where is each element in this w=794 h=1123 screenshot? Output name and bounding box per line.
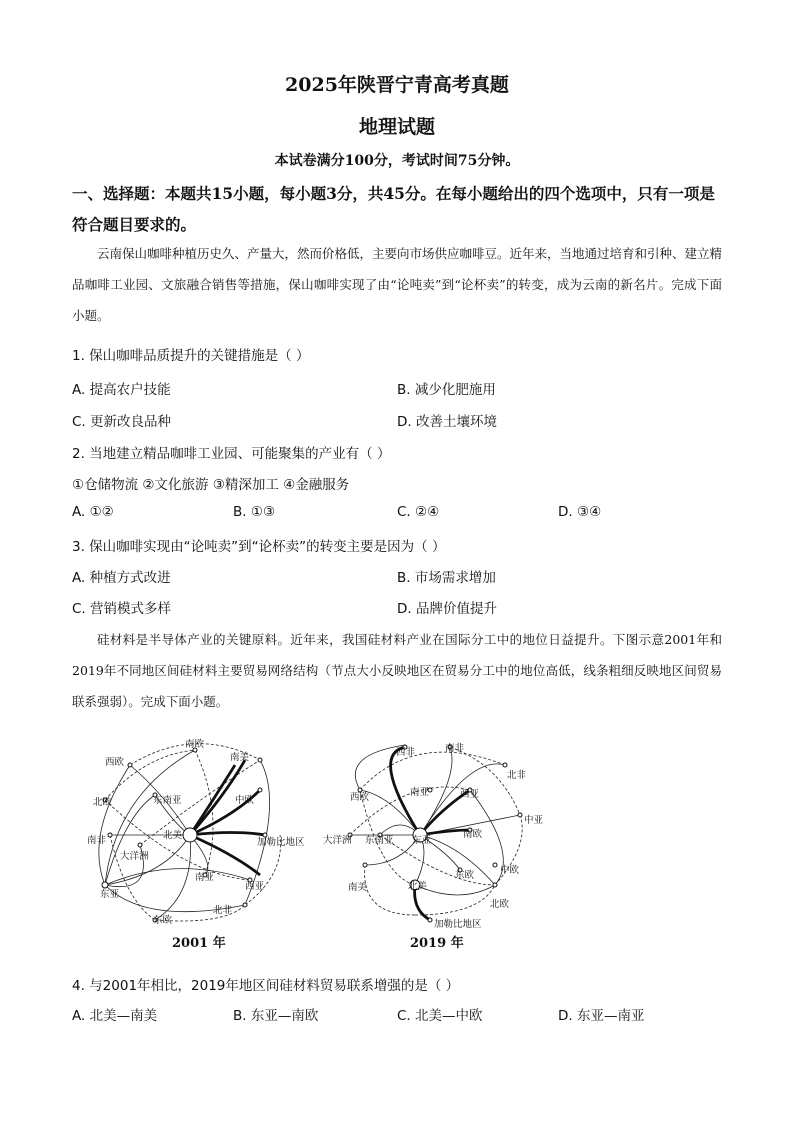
node-2019-central-asia: 中亚 <box>524 815 544 826</box>
q1-option-a[interactable]: A. 提高农户技能 <box>72 382 171 398</box>
node-2019-oceania: 大洋洲 <box>323 835 352 846</box>
node-2019-eastern-europe: 东欧 <box>455 870 475 881</box>
q1-option-d[interactable]: D. 改善土壤环境 <box>397 414 497 430</box>
q2-option-b[interactable]: B. ①③ <box>233 504 276 520</box>
node-2019-west-africa: 西非 <box>396 747 416 758</box>
section-heading: 一、选择题：本题共15小题，每小题3分，共45分。在每小题给出的四个选项中，只有一项是符合题目要求的。 <box>72 184 715 234</box>
node-2019-central-europe: 中欧 <box>500 865 520 876</box>
network-diagram-2019 <box>320 735 560 935</box>
node-2001-west-asia: 西亚 <box>245 881 265 892</box>
node-2019-northern-europe: 北欧 <box>490 899 510 910</box>
q3-option-c[interactable]: C. 营销模式多样 <box>72 601 172 617</box>
q4-option-b[interactable]: B. 东亚—南欧 <box>233 1008 319 1024</box>
question-1-stem: 1. 保山咖啡品质提升的关键措施是（ ） <box>72 348 310 364</box>
question-2-items: ①仓储物流 ②文化旅游 ③精深加工 ④金融服务 <box>72 477 350 493</box>
node-2001-southern-europe: 南欧 <box>185 739 205 750</box>
node-2019-southeast-asia: 东南亚 <box>365 835 394 846</box>
page-title: 2025年陕晋宁青高考真题 <box>285 74 509 96</box>
network-diagram-2001 <box>85 735 330 935</box>
node-2019-west-asia: 西亚 <box>460 789 480 800</box>
subject-title: 地理试题 <box>358 116 435 138</box>
node-2019-south-asia: 南亚 <box>410 787 430 798</box>
node-2001-southern-africa: 南非 <box>87 835 107 846</box>
node-2019-western-europe: 西欧 <box>350 792 370 803</box>
node-2019-south-america: 南美 <box>348 882 368 893</box>
q4-option-a[interactable]: A. 北美—南美 <box>72 1008 158 1024</box>
node-2019-caribbean: 加勒比地区 <box>434 919 482 930</box>
node-2001-south-asia: 南亚 <box>195 872 215 883</box>
node-2001-north-africa: 北非 <box>213 905 233 916</box>
q1-option-b[interactable]: B. 减少化肥施用 <box>397 382 496 398</box>
node-2019-north-africa: 北非 <box>507 770 527 781</box>
q2-option-a[interactable]: A. ①② <box>72 504 114 520</box>
node-2001-western-europe: 西欧 <box>105 757 125 768</box>
node-2001-south-america: 南美 <box>230 752 250 763</box>
q1-option-c[interactable]: C. 更新改良品种 <box>72 414 172 430</box>
q3-option-b[interactable]: B. 市场需求增加 <box>397 570 496 586</box>
figure-2019-caption: 2019 年 <box>410 936 464 951</box>
q4-option-c[interactable]: C. 北美—中欧 <box>397 1008 483 1024</box>
node-2019-east-asia: 东亚 <box>412 835 432 846</box>
node-2001-northern-europe: 北欧 <box>93 797 113 808</box>
node-2001-caribbean: 加勒比地区 <box>257 837 305 848</box>
node-2001-central-europe: 中欧 <box>235 795 255 806</box>
q3-option-a[interactable]: A. 种植方式改进 <box>72 570 171 586</box>
q2-option-d[interactable]: D. ③④ <box>558 504 602 520</box>
figure-2001-caption: 2001 年 <box>172 936 226 951</box>
node-2001-eastern-europe: 东欧 <box>153 915 173 926</box>
q3-option-d[interactable]: D. 品牌价值提升 <box>397 601 497 617</box>
q4-option-d[interactable]: D. 东亚—南亚 <box>558 1008 645 1024</box>
node-2019-southern-europe: 南欧 <box>463 829 483 840</box>
question-4-stem: 4. 与2001年相比，2019年地区间硅材料贸易联系增强的是（ ） <box>72 978 460 994</box>
question-3-stem: 3. 保山咖啡实现由“论吨卖”到“论杯卖”的转变主要是因为（ ） <box>72 539 446 555</box>
node-2001-oceania: 大洋洲 <box>120 851 149 862</box>
question-2-stem: 2. 当地建立精品咖啡工业园、可能聚集的产业有（ ） <box>72 446 391 462</box>
passage-silicon: 硅材料是半导体产业的关键原料。近年来，我国硅材料产业在国际分工中的地位日益提升。下图示意2001年和2019年不同地区间硅材料主要贸易网络结构（节点大小反映地区在贸易分工中的地位高低，线条粗细反映地区间贸易联系强弱）。完成下面小题。 <box>72 632 722 709</box>
node-2019-north-america: 北美 <box>408 881 428 892</box>
q2-option-c[interactable]: C. ②④ <box>397 504 440 520</box>
exam-note: 本试卷满分100分，考试时间75分钟。 <box>274 153 520 169</box>
node-2001-southeast-asia: 东南亚 <box>153 795 182 806</box>
node-2019-southern-africa: 南非 <box>445 743 465 754</box>
passage-coffee: 云南保山咖啡种植历史久、产量大，然而价格低，主要向市场供应咖啡豆。近年来，当地通过培育和引种、建立精品咖啡工业园、文旅融合销售等措施，保山咖啡实现了由“论吨卖”到“论杯卖”的转变，成为云南的新名片。完成下面小题。 <box>72 246 723 323</box>
node-2001-east-asia: 东亚 <box>100 889 120 900</box>
node-2001-north-america: 北美 <box>163 830 183 841</box>
